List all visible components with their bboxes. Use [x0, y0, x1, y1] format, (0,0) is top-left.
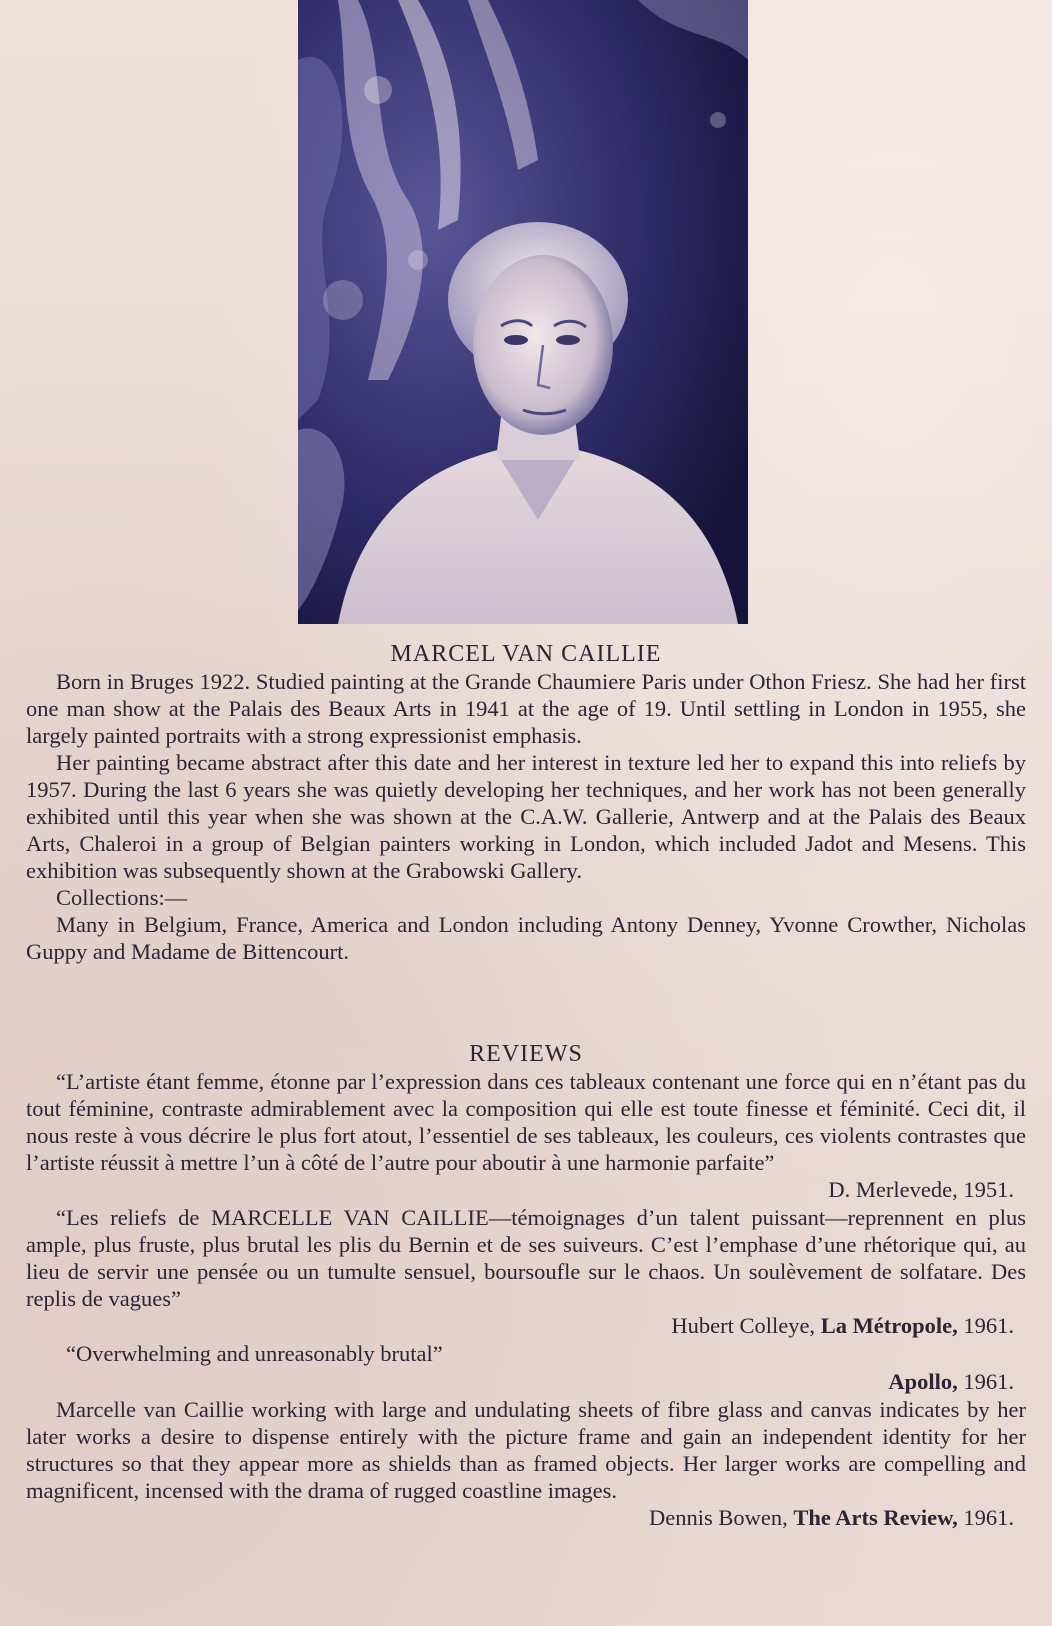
review-text: Marcelle van Caillie working with large and undulating sheets of fibre glass and canvas indicates by her later works a desire to dispense entirely with the picture frame and gain an independent identity for her structures so that they appear more as shields than as framed objects. Her larger works are compelling and magnificent, incensed with the drama of rugged coastline images.	[26, 1397, 1026, 1503]
collections-text: Many in Belgium, France, America and London including Antony Denney, Yvonne Crowther, Nicholas Guppy and Madame de Bittencourt.	[26, 912, 1026, 964]
artist-portrait-photo	[298, 0, 748, 624]
artist-name-heading: MARCEL VAN CAILLIE	[390, 641, 662, 667]
review-text: “Overwhelming and unreasonably brutal”	[66, 1341, 443, 1366]
review-year: 1961.	[963, 1505, 1014, 1530]
review-source: The Arts Review,	[793, 1505, 958, 1530]
collections-label: Collections:—	[56, 885, 188, 910]
review-attribution	[26, 1504, 1026, 1532]
portrait-photo-icon	[298, 0, 748, 624]
review-year: 1951.	[963, 1177, 1014, 1202]
bio-paragraph-2: Her painting became abstract after this date and her interest in texture led her to expand this into reliefs by 1957. During the last 6 years she was quietly developing her techniques, and her work has not been generally exhibited until this year when she was shown at the C.A.W. Gallerie, Antwerp and at the Palais des Beaux Arts, Chaleroi in a group of Belgian painters working in London, which included Jadot and Mesens. This exhibition was subsequently shown at the Grabowski Gallery.	[26, 750, 1026, 883]
review-author: Dennis Bowen,	[649, 1505, 788, 1530]
review-author: Hubert Colleye,	[671, 1313, 816, 1338]
review-text: “Les reliefs de MARCELLE VAN CAILLIE—témoignages d’un talent puissant—reprennent en plus ample, plus fruste, plus brutal les plis du Bernin et de ses suiveurs. C’est l’emphase d’une rhétorique qui, au lieu de servir une pensée ou un tumulte sensuel, boursoufle sur le chaos. Un soulèvement de solfatare. Des replis de vagues”	[26, 1205, 1026, 1311]
reviews-heading: REVIEWS	[469, 1041, 583, 1067]
biography-section	[26, 640, 1026, 965]
review-author: D. Merlevede,	[828, 1177, 958, 1202]
review-text: “L’artiste étant femme, étonne par l’expression dans ces tableaux contenant une force qui en n’étant pas du tout féminine, contraste admirablement avec la composition qui elle est toute finesse et féminité. Ceci dit, il nous reste à vous décrire le plus fort atout, l’essentiel de ses tableaux, les couleurs, ces violents contrastes que l’artiste réussit à mettre l’un à côté de l’autre pour aboutir à une harmonie parfaite”	[26, 1069, 1026, 1175]
review-attribution	[26, 1312, 1026, 1340]
review-year: 1961.	[963, 1313, 1014, 1338]
review-source: Apollo,	[888, 1369, 958, 1394]
review-attribution	[26, 1368, 1026, 1396]
review-source: La Métropole,	[820, 1313, 958, 1338]
review-year: 1961.	[963, 1369, 1014, 1394]
review-attribution	[26, 1176, 1026, 1204]
bio-paragraph-1: Born in Bruges 1922. Studied painting at the Grande Chaumiere Paris under Othon Friesz. She had her first one man show at the Palais des Beaux Arts in 1941 at the age of 19. Until settling in London in 1955, she largely painted portraits with a strong expressionist emphasis.	[26, 669, 1026, 748]
reviews-section	[26, 1040, 1026, 1532]
